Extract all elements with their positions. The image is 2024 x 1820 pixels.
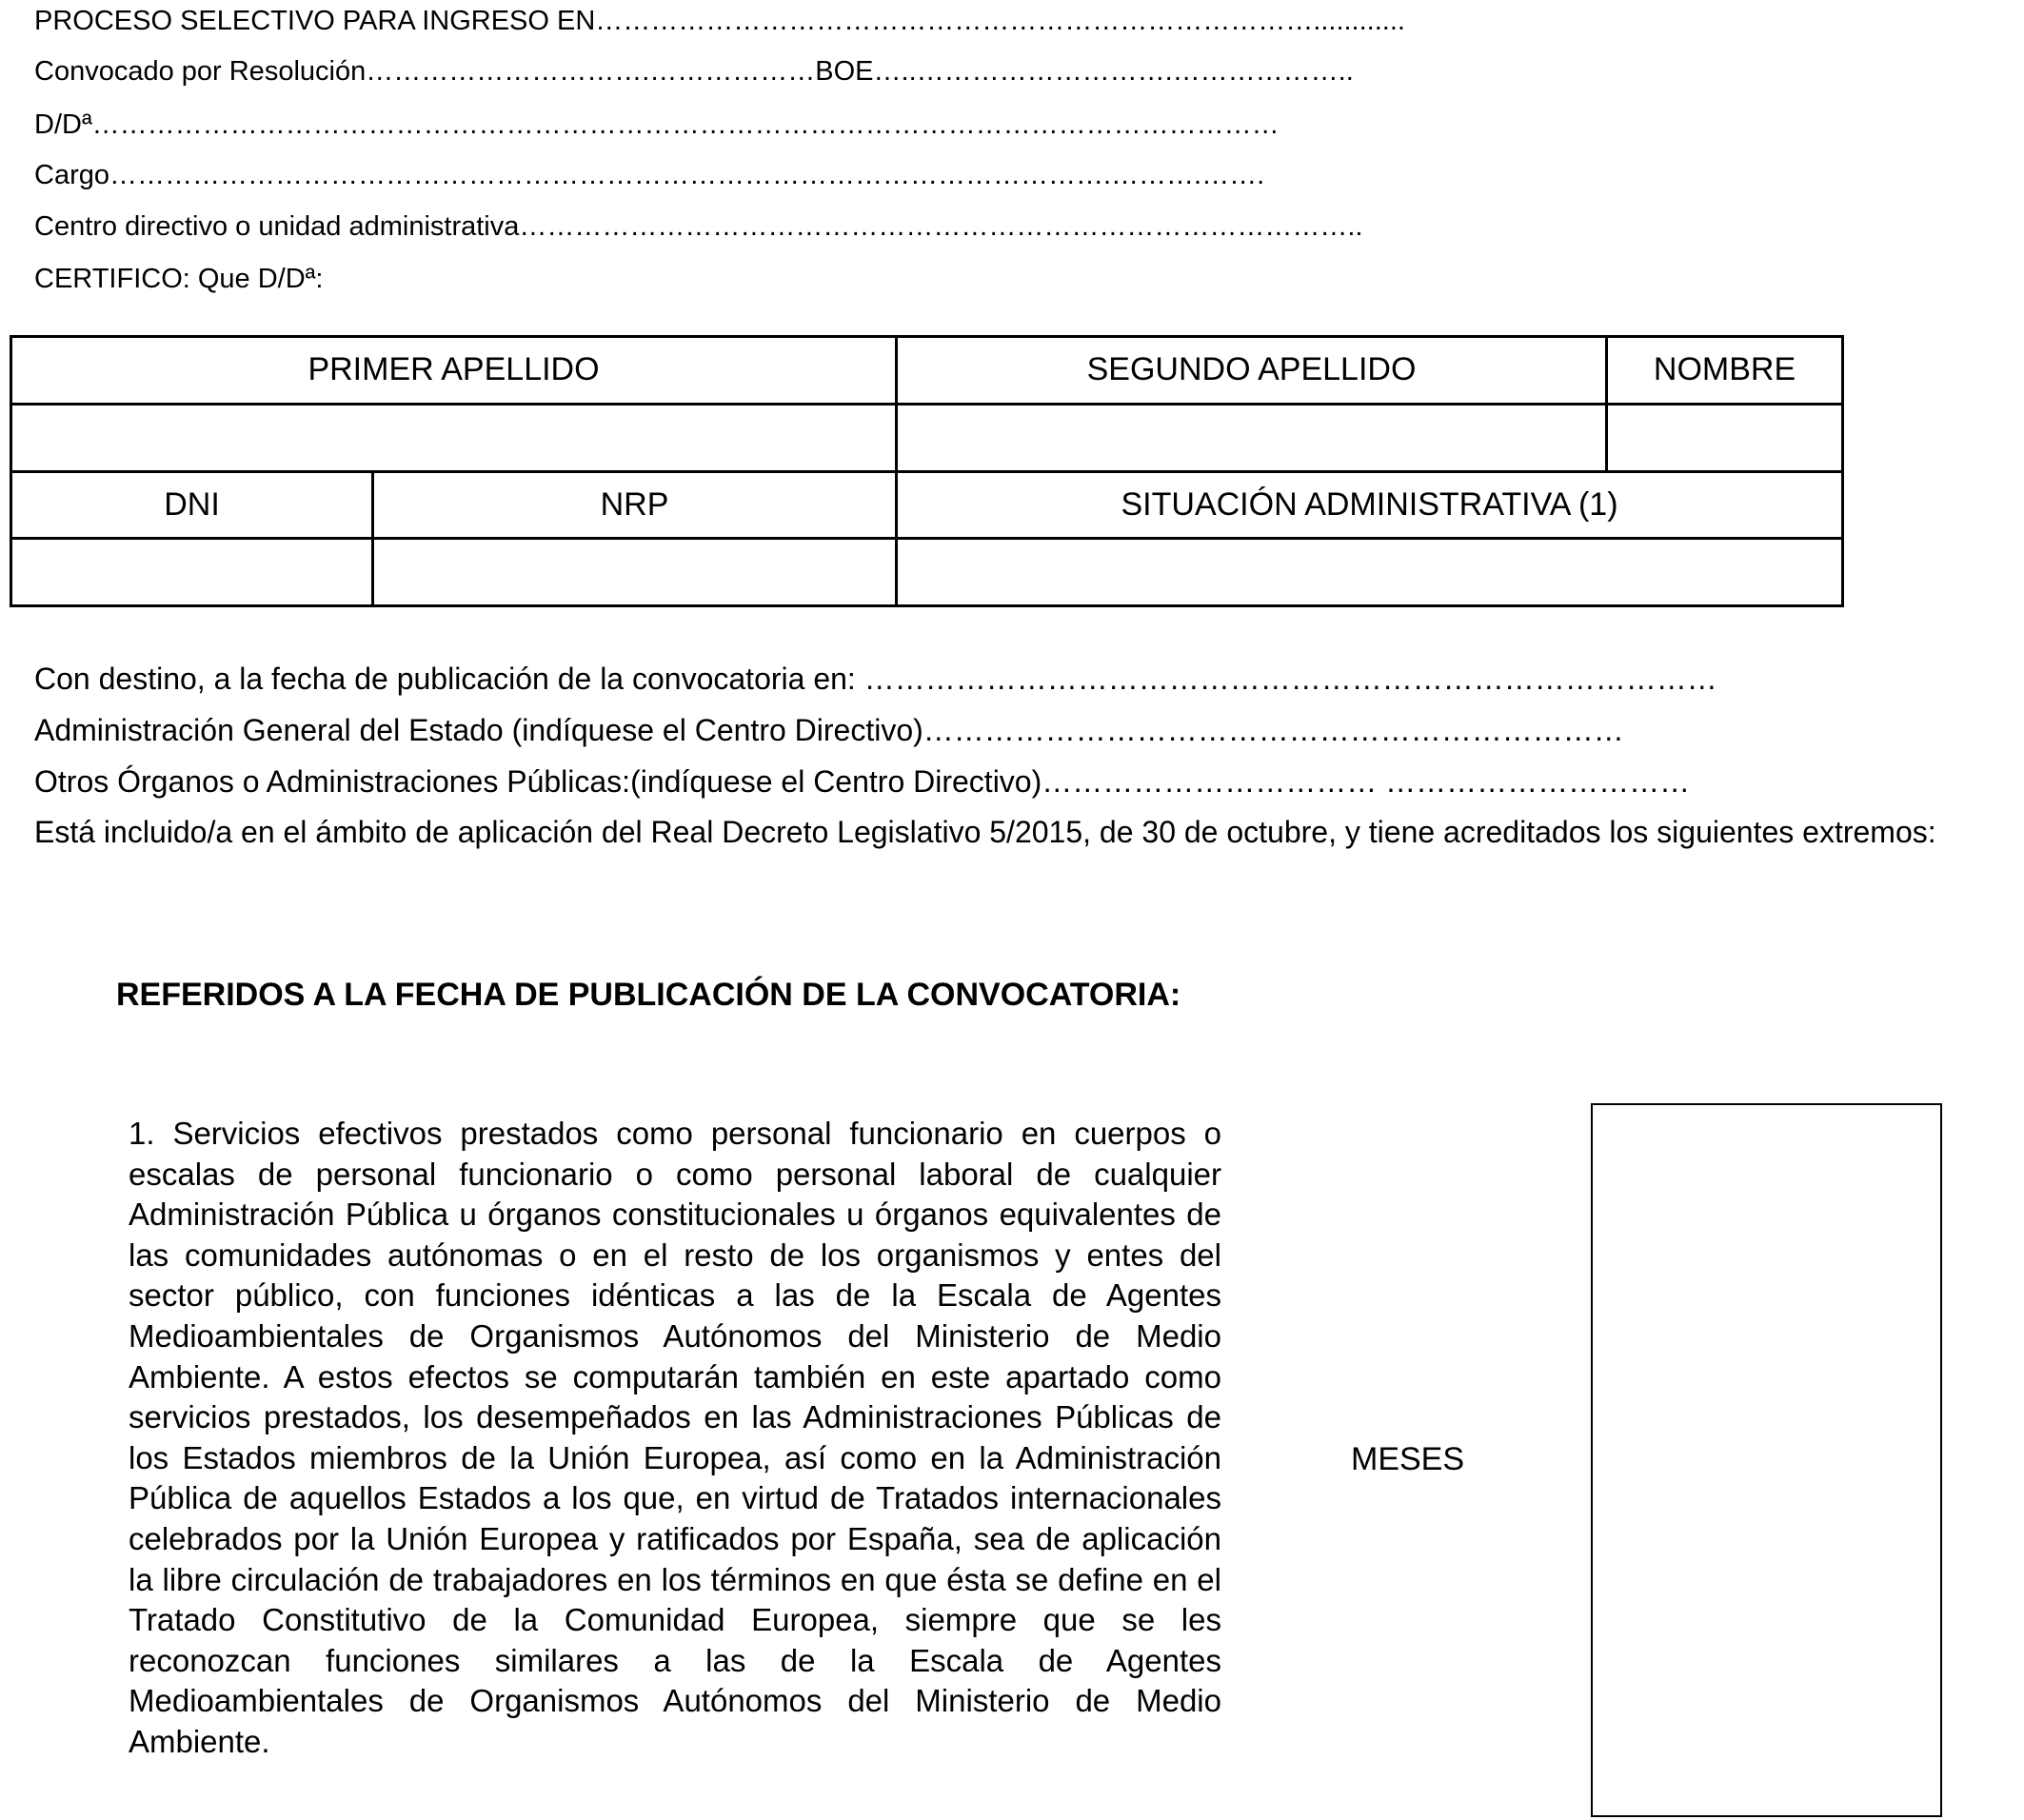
table-row	[11, 471, 1843, 539]
situacion-field[interactable]	[897, 539, 1843, 606]
section-heading: REFERIDOS A LA FECHA DE PUBLICACIÓN DE LA CONVOCATORIA:	[116, 977, 1181, 1013]
destino-line: Con destino, a la fecha de publicación de la convocatoria en: …………………………………………………………………………	[34, 662, 1717, 696]
dni-field[interactable]	[11, 539, 373, 606]
nrp-header: NRP	[373, 471, 897, 539]
header-cargo: Cargo……………………………………………………………………………………………….……….…….	[34, 160, 1265, 190]
meses-input-box[interactable]	[1591, 1103, 1942, 1817]
header-dd: D/Dª…………………………………………………………………………………………………………………	[34, 109, 1280, 140]
dni-header: DNI	[11, 471, 373, 539]
nombre-header: NOMBRE	[1607, 337, 1843, 405]
item-1-paragraph: 1. Servicios efectivos prestados como personal funcionario en cuerpos o escalas de personal funcionario o como personal laboral de cualquier Administración Pública u órganos constitucionales u órganos equivalentes de las comunidades autónomas o en el resto de los organismos y entes del sector público, con funciones idénticas a las de la Escala de Agentes Medioambientales de Organismos Autónomos del Ministerio de Medio Ambiente. A estos efectos se computarán también en este apartado como servicios prestados, los desempeñados en las Administraciones Públicas de los Estados miembros de la Unión Europea, así como en la Administración Pública de aquellos Estados a los que, en virtud de Tratados internacionales celebrados por la Unión Europea y ratificados por España, sea de aplicación la libre circulación de trabajadores en los términos en que ésta se define en el Tratado Constitutivo de la Comunidad Europea, siempre que se les reconozcan funciones similares a las de la Escala de Agentes Medioambientales de Organismos Autónomos del Ministerio de Medio Ambiente.	[129, 1116, 1221, 1759]
header-certifico: CERTIFICO: Que D/Dª:	[34, 264, 324, 294]
personal-data-table	[10, 335, 1844, 607]
header-centro-directivo: Centro directivo o unidad administrativa………………………………………………………………………………..	[34, 211, 1363, 242]
nrp-field[interactable]	[373, 539, 897, 606]
nombre-field[interactable]	[1607, 404, 1843, 471]
age-line: Administración General del Estado (indíquese el Centro Directivo)……………………………………………………………	[34, 713, 1624, 747]
table-row	[11, 337, 1843, 405]
table-row	[11, 539, 1843, 606]
meses-label: MESES	[1351, 1441, 1465, 1477]
table-row	[11, 404, 1843, 471]
segundo-apellido-header: SEGUNDO APELLIDO	[897, 337, 1607, 405]
ambito-paragraph: Está incluido/a en el ámbito de aplicación del Real Decreto Legislativo 5/2015, de 30 de octubre, y tiene acreditados los siguientes extremos:	[34, 815, 1936, 849]
situacion-header: SITUACIÓN ADMINISTRATIVA (1)	[897, 471, 1843, 539]
header-convocado: Convocado por Resolución………………………….………………BOE…..……………………….………………..	[34, 56, 1354, 87]
otros-organos-line: Otros Órganos o Administraciones Públicas:(indíquese el Centro Directivo)…………………………… …………………………	[34, 764, 1691, 799]
primer-apellido-field[interactable]	[11, 404, 897, 471]
primer-apellido-header: PRIMER APELLIDO	[11, 337, 897, 405]
header-proceso-selectivo: PROCESO SELECTIVO PARA INGRESO EN……………………………………………………………………............	[34, 6, 1405, 36]
segundo-apellido-field[interactable]	[897, 404, 1607, 471]
